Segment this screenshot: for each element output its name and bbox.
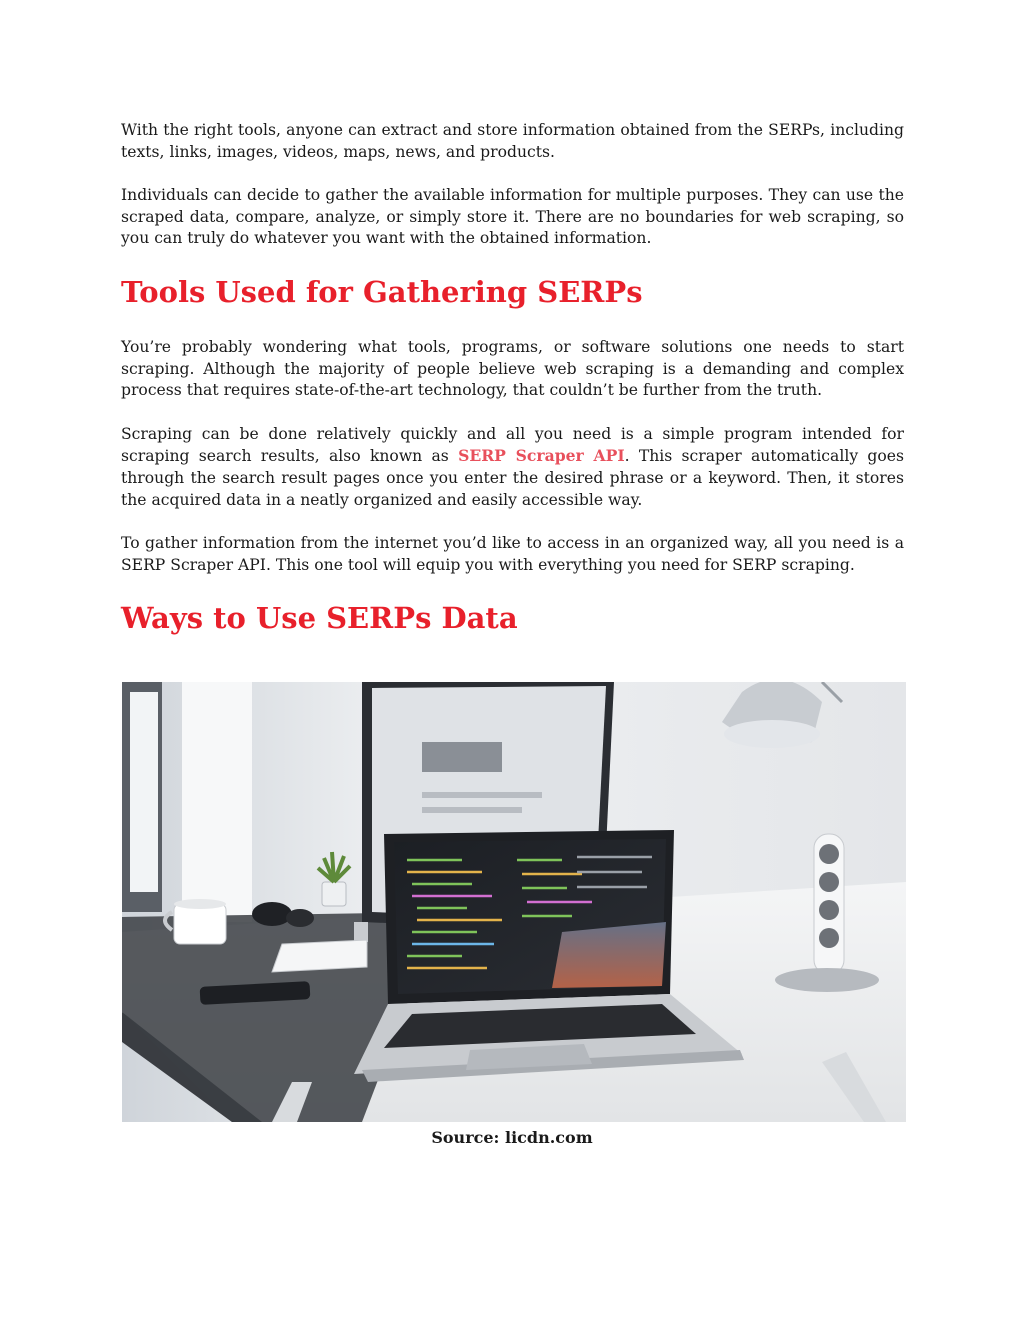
heading-ways: Ways to Use SERPs Data [121,601,518,636]
paragraph-scraper [121,424,904,511]
paragraph-intro: With the right tools, anyone can extract and store information obtained from the SERPs, including texts, links, images, videos, maps, news, and products. [121,121,904,161]
paragraph-gather: To gather information from the internet you’d like to access in an organized way, all you need is a SERP Scraper API. This one tool will equip you with everything you need for SERP scraping. [121,534,904,574]
serp-scraper-api-link[interactable]: SERP Scraper API [458,446,625,466]
paragraph-purposes: Individuals can decide to gather the available information for multiple purposes. They can use the scraped data, compare, analyze, or simply store it. There are no boundaries for web scraping, so you can truly do whatever you want with the obtained information. [121,186,904,248]
paragraph-scraper-text-a: Scraping can be done relatively quickly and all you need is a simple program intended for scraping search results, also known as [121,424,904,466]
paragraph-tools-intro: You’re probably wondering what tools, programs, or software solutions one needs to start scraping. Although the majority of people believe web scraping is a demanding and complex process that requires state-of-the-art technology, that couldn’t be further from the truth. [121,337,904,400]
image-caption: Source: licdn.com [431,1128,593,1147]
heading-tools: Tools Used for Gathering SERPs [121,274,643,309]
paragraph-scraper-text-b: . This scraper automatically goes through the search result pages once you enter the desired phrase or a keyword. Then, it stores the acquired data in a neatly organized and easily accessible way. [121,447,904,509]
article-body [121,120,904,635]
laptop-desk-photo [122,682,906,1122]
